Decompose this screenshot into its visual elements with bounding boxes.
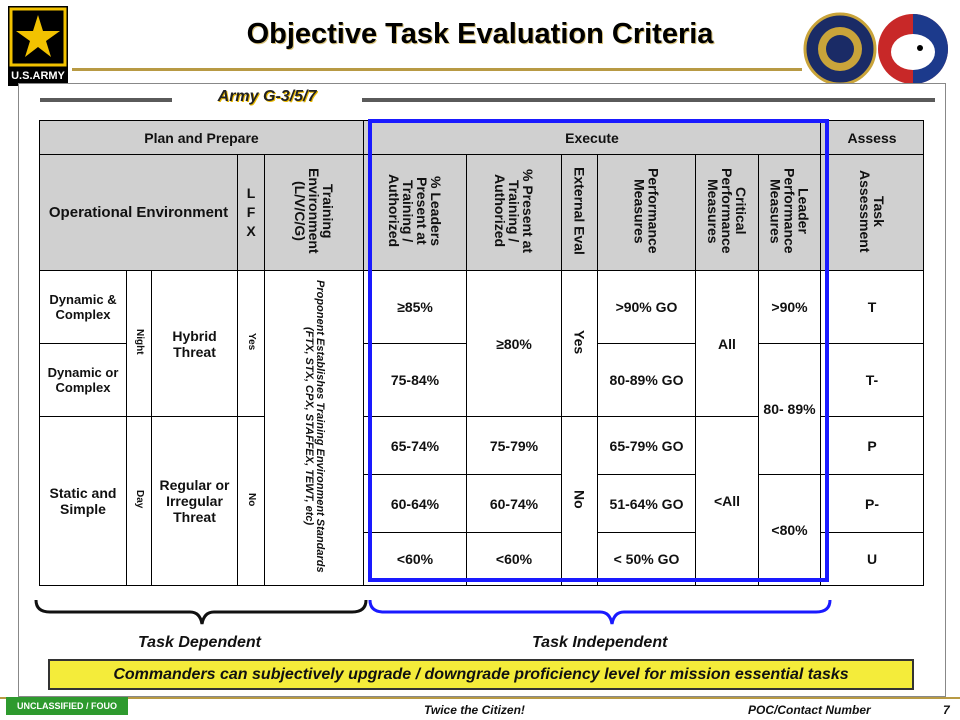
cell-assess-5: U [821, 533, 924, 586]
task-independent-label: Task Independent [532, 634, 668, 651]
col-leaders-present: % Leaders Present at Training / Authorized [364, 155, 467, 271]
cell-assess-1: T [821, 271, 924, 344]
cell-perf-1: >90% GO [598, 271, 696, 344]
col-task-assessment: Task Assessment [821, 155, 924, 271]
cell-assess-2: T- [821, 344, 924, 417]
col-present: % Present at Training / Authorized [467, 155, 562, 271]
cell-lfx-no: No [238, 417, 265, 586]
section-plan-prepare: Plan and Prepare [40, 121, 364, 155]
col-leader-performance: Leader Performance Measures [759, 155, 821, 271]
cell-perf-5: < 50% GO [598, 533, 696, 586]
cell-perf-4: 51-64% GO [598, 475, 696, 533]
page-title: Objective Task Evaluation Criteria [246, 18, 714, 50]
cell-leader-80-89: 80- 89% [759, 344, 821, 475]
cell-ext-yes: Yes [562, 271, 598, 417]
us-army-logo [8, 6, 68, 86]
col-training-environment: Training Environment (L/V/C/G) [265, 155, 364, 271]
cell-hybrid-threat: Hybrid Threat [152, 271, 238, 417]
cell-ext-no: No [562, 417, 598, 586]
cell-lfx-yes: Yes [238, 271, 265, 417]
cell-critical-all: All [696, 271, 759, 417]
cell-critical-less-all: <All [696, 417, 759, 586]
classification-badge: UNCLASSIFIED / FOUO [6, 697, 128, 715]
cell-present-4: 60-74% [467, 475, 562, 533]
cell-regular-irregular: Regular or Irregular Threat [152, 417, 238, 586]
braces [30, 596, 840, 630]
reserve-eagle-emblem [876, 12, 950, 86]
col-external-eval: External Eval [562, 155, 598, 271]
cell-present-top: ≥80% [467, 271, 562, 417]
cell-leaders-2: 75-84% [364, 344, 467, 417]
cell-leaders-5: <60% [364, 533, 467, 586]
cell-leader-lt80: <80% [759, 475, 821, 586]
cell-proponent-standards: Proponent Establishes Training Environment Standards (FTX, STX, CPX, STAFFEX, TEWT, etc) [265, 271, 364, 586]
evaluation-matrix [39, 120, 924, 586]
cell-perf-3: 65-79% GO [598, 417, 696, 475]
footer-rule [0, 697, 960, 699]
cell-assess-3: P [821, 417, 924, 475]
section-execute: Execute [364, 121, 821, 155]
col-lfx: L F X [238, 155, 265, 271]
cell-dynamic-complex: Dynamic & Complex [40, 271, 127, 344]
logo-text: U.S.ARMY [11, 70, 65, 82]
footer-poc: POC/Contact Number [748, 703, 871, 717]
task-dependent-label: Task Dependent [138, 634, 261, 651]
task-independent-brace [370, 600, 830, 624]
army-reserve-seal [803, 12, 877, 86]
cell-night: Night [127, 271, 152, 417]
cell-leaders-3: 65-74% [364, 417, 467, 475]
cell-leader-perf-1: >90% [759, 271, 821, 344]
col-critical-performance: Critical Performance Measures [696, 155, 759, 271]
col-operational-environment: Operational Environment [40, 155, 238, 271]
page-number: 7 [943, 703, 950, 717]
commanders-banner: Commanders can subjectively upgrade / downgrade proficiency level for mission essential tasks [48, 659, 914, 690]
cell-leaders-1: ≥85% [364, 271, 467, 344]
col-performance-measures: Performance Measures [598, 155, 696, 271]
cell-assess-4: P- [821, 475, 924, 533]
cell-dynamic-or-complex: Dynamic or Complex [40, 344, 127, 417]
task-dependent-brace [36, 600, 366, 624]
section-assess: Assess [821, 121, 924, 155]
title-divider [72, 68, 802, 71]
department-label: Army G-3/5/7 [172, 86, 362, 108]
footer-motto: Twice the Citizen! [424, 703, 525, 717]
cell-present-5: <60% [467, 533, 562, 586]
cell-perf-2: 80-89% GO [598, 344, 696, 417]
cell-static-simple: Static and Simple [40, 417, 127, 586]
cell-leaders-4: 60-64% [364, 475, 467, 533]
cell-present-3: 75-79% [467, 417, 562, 475]
cell-day: Day [127, 417, 152, 586]
